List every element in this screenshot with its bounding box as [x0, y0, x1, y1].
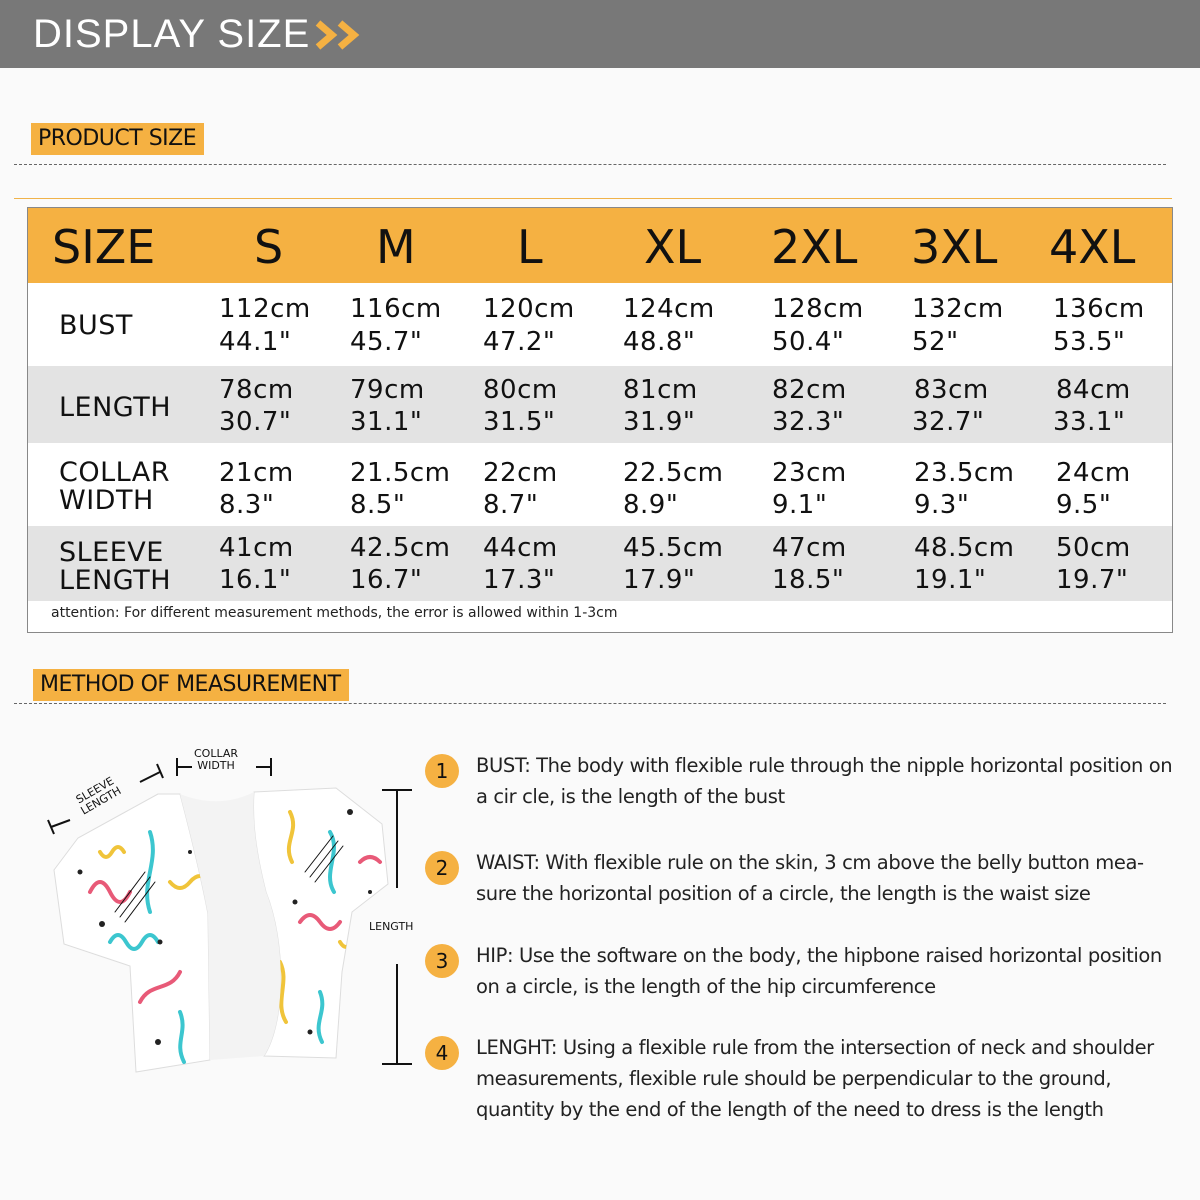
- table-cell: 53.5": [1053, 327, 1126, 357]
- size-table: [27, 207, 1173, 633]
- table-cell: 24cm: [1056, 458, 1131, 488]
- size-column-header: 4XL: [1049, 220, 1136, 274]
- table-cell: 22.5cm: [623, 458, 724, 488]
- table-row-bust: [28, 283, 1172, 364]
- row-label: BUST: [59, 310, 133, 341]
- size-column-header: 3XL: [911, 220, 998, 274]
- row-label: COLLAR WIDTH: [59, 457, 171, 516]
- table-cell: 78cm: [219, 375, 294, 405]
- table-cell: 112cm: [219, 294, 311, 324]
- step-number-badge: 4: [425, 1036, 459, 1070]
- table-cell: 21cm: [219, 458, 294, 488]
- table-cell: 128cm: [772, 294, 864, 324]
- table-cell: 23.5cm: [914, 458, 1015, 488]
- table-cell: 9.5": [1056, 490, 1112, 520]
- size-column-header: S: [254, 220, 284, 274]
- table-cell: 80cm: [483, 375, 558, 405]
- section-divider: [14, 164, 1166, 165]
- method-item-text: WAIST: With flexible rule on the skin, 3 cm above the belly button mea- sure the horizontal position of a circle, the length is the waist size: [476, 851, 1144, 905]
- size-header-label: SIZE: [52, 220, 156, 274]
- table-cell: 79cm: [350, 375, 425, 405]
- double-chevron-right-icon: [314, 18, 370, 52]
- table-cell: 42.5cm: [350, 533, 451, 563]
- table-cell: 21.5cm: [350, 458, 451, 488]
- table-cell: 44cm: [483, 533, 558, 563]
- table-row-sleeve-length: [28, 526, 1172, 601]
- method-label: METHOD OF MEASUREMENT: [33, 669, 349, 701]
- table-cell: 30.7": [219, 407, 292, 437]
- table-cell: 82cm: [772, 375, 847, 405]
- table-cell: 8.9": [623, 490, 679, 520]
- table-cell: 32.3": [772, 407, 845, 437]
- method-item-text: BUST: The body with flexible rule through the nipple horizontal position on a cir cle, is the length of the bust: [476, 754, 1173, 808]
- garment-diagram: [40, 742, 440, 1082]
- table-cell: 50cm: [1056, 533, 1131, 563]
- table-cell: 32.7": [912, 407, 985, 437]
- table-cell: 132cm: [912, 294, 1004, 324]
- step-number-badge: 3: [425, 944, 459, 978]
- product-size-label: PRODUCT SIZE: [31, 123, 204, 155]
- sleeve-length-label: SLEEVE LENGTH: [73, 774, 124, 818]
- table-cell: 8.5": [350, 490, 406, 520]
- step-number-badge: 2: [425, 851, 459, 885]
- method-item-text: HIP: Use the software on the body, the hipbone raised horizontal position on a circle, is the length of the hip circumference: [476, 944, 1162, 998]
- length-label: LENGTH: [369, 920, 414, 933]
- table-cell: 45.7": [350, 327, 423, 357]
- table-cell: 19.7": [1056, 565, 1129, 595]
- table-row-collar-width: [28, 445, 1172, 525]
- table-cell: 16.7": [350, 565, 423, 595]
- table-cell: 44.1": [219, 327, 292, 357]
- accent-rule: [14, 198, 1172, 199]
- table-cell: 17.9": [623, 565, 696, 595]
- size-column-header: 2XL: [771, 220, 858, 274]
- table-cell: 9.1": [772, 490, 828, 520]
- table-cell: 31.5": [483, 407, 556, 437]
- table-cell: 124cm: [623, 294, 715, 324]
- row-label: LENGTH: [59, 392, 172, 423]
- table-cell: 48.8": [623, 327, 696, 357]
- table-cell: 47.2": [483, 327, 556, 357]
- table-cell: 19.1": [914, 565, 987, 595]
- method-item-text: LENGHT: Using a flexible rule from the intersection of neck and shoulder measurements, flexible rule should be perpendicular to the ground, quantity by the end of the length of the need to dress is the length: [476, 1036, 1154, 1121]
- table-cell: 9.3": [914, 490, 970, 520]
- table-cell: 48.5cm: [914, 533, 1015, 563]
- page-header: [0, 0, 1200, 68]
- step-number-badge: 1: [425, 754, 459, 788]
- page-title: DISPLAY SIZE: [33, 12, 311, 56]
- table-cell: 8.7": [483, 490, 539, 520]
- table-cell: 31.9": [623, 407, 696, 437]
- size-column-header: L: [517, 220, 543, 274]
- table-cell: 47cm: [772, 533, 847, 563]
- table-row-length: [28, 366, 1172, 443]
- collar-width-label: COLLAR WIDTH: [194, 747, 239, 772]
- table-cell: 116cm: [350, 294, 442, 324]
- table-cell: 50.4": [772, 327, 845, 357]
- row-label: SLEEVE LENGTH: [59, 537, 172, 596]
- table-cell: 81cm: [623, 375, 698, 405]
- table-cell: 8.3": [219, 490, 275, 520]
- table-cell: 41cm: [219, 533, 294, 563]
- table-cell: 31.1": [350, 407, 423, 437]
- table-cell: 16.1": [219, 565, 292, 595]
- size-column-header: M: [376, 220, 416, 274]
- table-cell: 17.3": [483, 565, 556, 595]
- size-table-header: [28, 208, 1172, 283]
- size-column-header: XL: [644, 220, 702, 274]
- table-cell: 18.5": [772, 565, 845, 595]
- section-divider: [14, 703, 1166, 704]
- table-cell: 83cm: [914, 375, 989, 405]
- table-cell: 84cm: [1056, 375, 1131, 405]
- attention-note: attention: For different measurement methods, the error is allowed within 1-3cm: [51, 605, 618, 621]
- table-cell: 45.5cm: [623, 533, 724, 563]
- table-cell: 22cm: [483, 458, 558, 488]
- table-cell: 33.1": [1053, 407, 1126, 437]
- table-cell: 23cm: [772, 458, 847, 488]
- table-cell: 136cm: [1053, 294, 1145, 324]
- table-cell: 120cm: [483, 294, 575, 324]
- table-cell: 52": [912, 327, 959, 357]
